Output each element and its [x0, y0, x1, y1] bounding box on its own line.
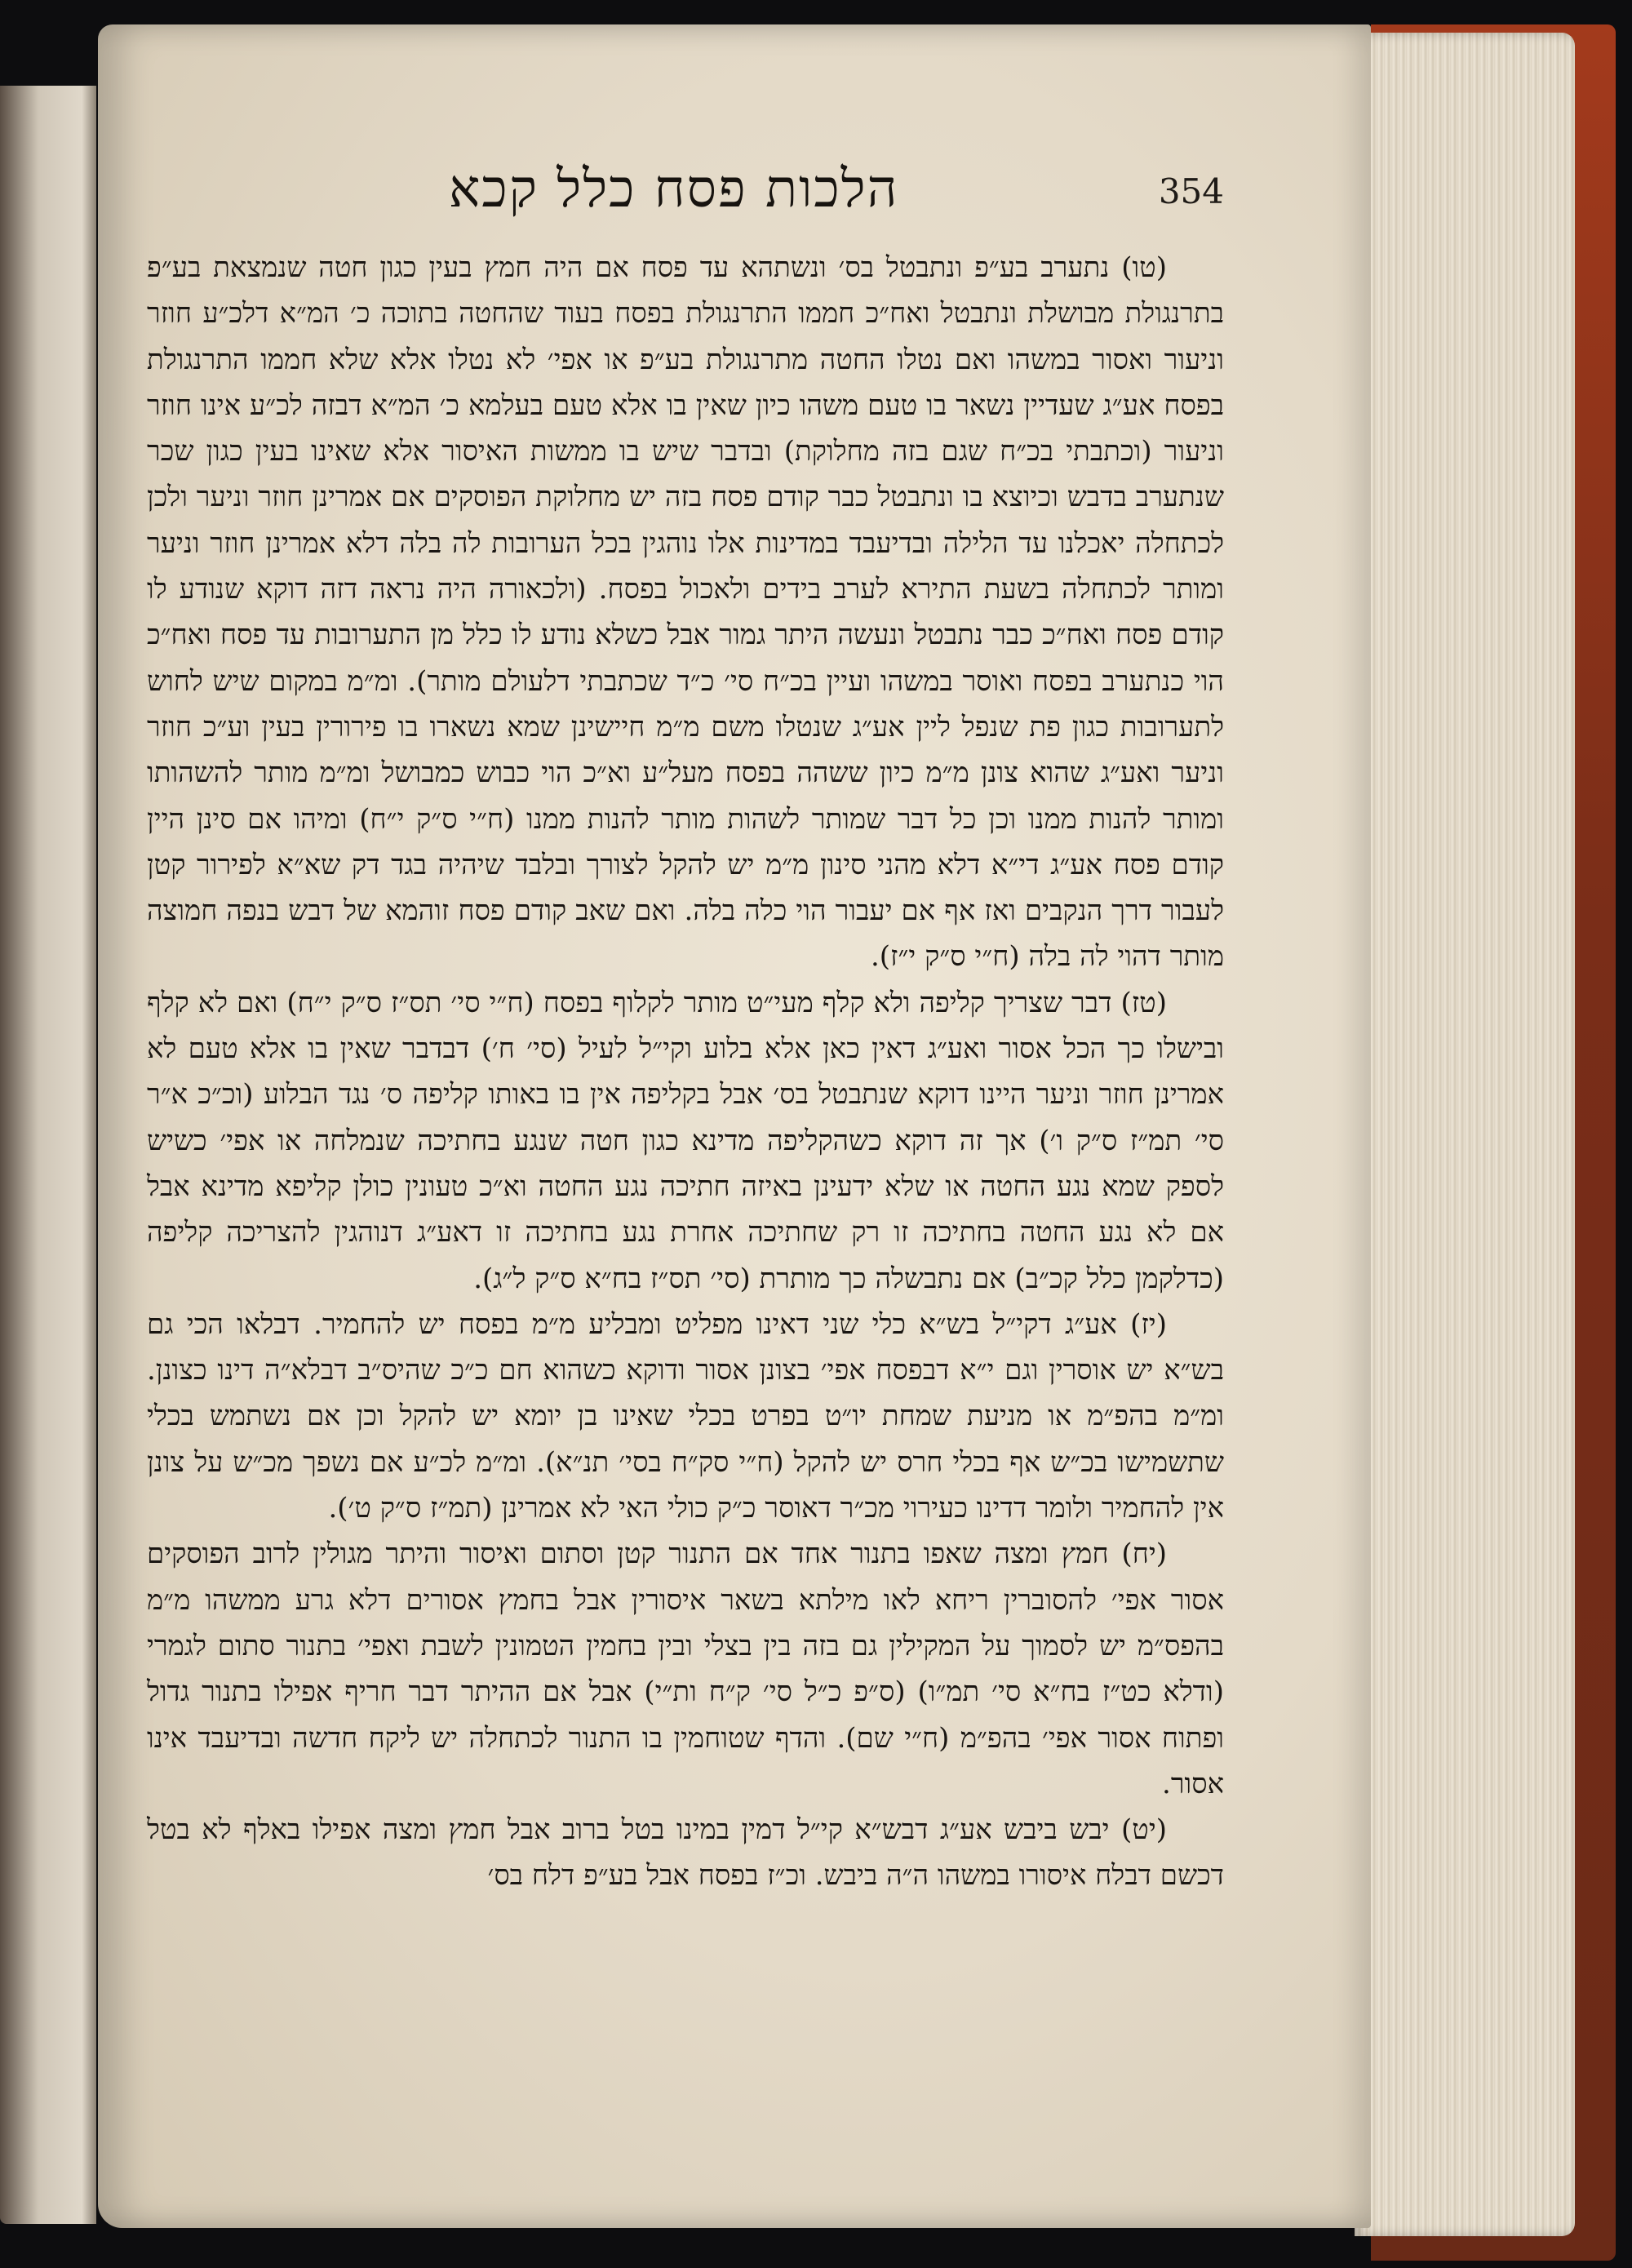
paragraph-19: (יט) יבש ביבש אע״ג דבש״א קי״ל דמין במינו בטל ברוב אבל חמץ ומצה אפילו באלף לא בטל דכשם דבלח איסורו במשהו ה״ה ביבש. וכ״ז בפסח אבל בע״פ דלח בס׳: [147, 1813, 1224, 1893]
running-head: הלכות פסח כלל קכא: [449, 159, 899, 220]
page-header: [359, 147, 1224, 245]
page-edges: [1355, 33, 1575, 2236]
paragraph-15: (טו) נתערב בע״פ ונתבטל בס׳ ונשתהא עד פסח אם היה חמץ בעין כגון חטה שנמצאת בע״פ בתרנגולת מבושלת ונתבטל ואח״כ חממו התרנגולת בפסח בעוד שהחטה בתוכה כ׳ המ״א דלכ״ע חוזר וניעור ואסור במשהו ואם נטלו החטה מתרנגולת בע״פ או אפי׳ לא נטלו אלא שלא חממו התרנגולת בפסח אע״ג שעדיין נשאר בו טעם משהו כיון שאין בו אלא טעם בעלמא כ׳ המ״א דבזה לכ״ע אינו חוזר וניעור (וכתבתי בכ״ח שגם בזה מחלוקת) ובדבר שיש בו ממשות האיסור אלא שאינו בעין כגון שכר שנתערב בדבש וכיוצא בו ונתבטל כבר קודם פסח בזה יש מחלוקת הפוסקים אם אמרינן חוזר וניער ולכן לכתחלה יאכלנו עד הלילה ובדיעבד במדינות אלו נוהגין בכל הערובות לה בלה דלא אמרינן חוזר וניער ומותר לכתחלה בשעת התירא לערב בידים ולאכול בפסח. (ולכאורה היה נראה דזה דוקא שנודע לו קודם פסח ואח״כ כבר נתבטל ונעשה היתר גמור אבל כשלא נודע לו כלל מן התערובות עד פסח ואח״כ הוי כנתערב בפסח ואוסר במשהו ועיין בכ״ח סי׳ כ״ד שכתבתי דלעולם מותר). ומ״מ במקום שיש לחוש לתערובות כגון פת שנפל ליין אע״ג שנטלו משם מ״מ חיישינן שמא נשארו בו פירורין בעין וע״כ חוזר וניער ואע״ג שהוא צונן מ״מ כיון ששהה בפסח מעל״ע וא״כ הוי כבוש כמבושל ומ״מ מותר להשהותו ומותר להנות ממנו וכן כל דבר שמותר לשהות מותר להנות ממנו (ח״י ס״ק י״ח) ומיהו אם סינן היין קודם פסח אע״ג די״א דלא מהני סינון מ״מ יש להקל לצורך ובלבד שיהיה בגד דק שא״א לפירור קטן לעבור דרך הנקבים ואז אף אם יעבור הוי כלה בלה. ואם שאב קודם פסח זוהמא של דבש בנפה חמוצה מותר דהוי לה בלה (ח״י ס״ק י״ז).: [147, 251, 1224, 974]
paragraph-17: (יז) אע״ג דקי״ל בש״א כלי שני דאינו מפליט ומבליע מ״מ בפסח יש להחמיר. דבלאו הכי גם בש״א יש אוסרין וגם י״א דבפסח אפי׳ בצונן אסור ודוקא כשהוא חם כ״כ שהיס״ב דבלא״ה דינו כצונן. ומ״מ בהפ״מ או מניעת שמחת יו״ט בפרט בכלי שאינו בן יומא יש להקל וכן אם נשתמש בכלי שתשמישו בכ״ש אף בכלי חרס יש להקל (ח״י סק״ח בסי׳ תנ״א). ומ״מ לכ״ע אם נשפך מכ״ש על צונן אין להחמיר ולומר דדינו כעירוי מכ״ר דאוסר כ״ק כולי האי לא אמרינן (תמ״ז ס״ק ט׳).: [147, 1307, 1224, 1525]
paragraph-18: (יח) חמץ ומצה שאפו בתנור אחד אם התנור קטן וסתום ואיסור והיתר מגולין לרוב הפוסקים אסור אפי׳ להסוברין ריחא לאו מילתא בשאר איסורין אבל בחמץ אסורים דלא גרע ממשהו מ״מ בהפס״מ יש לסמוך על המקילין גם בזה בין בצלי ובין בחמין הטמונין לשבת ואפי׳ בתנור סתום לגמרי (ודלא כט״ז בח״א סי׳ תמ״ו) (ס״פ כ״ל סי׳ ק״ח ות״י) אבל אם ההיתר דבר חריף אפילו בתנור גדול ופתוח אסור אפי׳ בהפ״מ (ח״י שם). והדף שטוחמין בו התנור לכתחלה יש ליקח חדשה ובדיעבד אינו אסור.: [147, 1538, 1224, 1800]
paragraph-16: (טז) דבר שצריך קליפה ולא קלף מעי״ט מותר לקלוף בפסח (ח״י סי׳ תס״ז ס״ק י״ח) ואם לא קלף ובישלו כך הכל אסור ואע״ג דאין כאן אלא בלוע וקי״ל לעיל (סי׳ ח׳) דבדבר שאין בו אלא טעם לא אמרינן חוזר וניער היינו דוקא שנתבטל בס׳ אבל בקליפה אין בו באותו קליפה ס׳ נגד הבלוע (וכ״כ א״ר סי׳ תמ״ז ס״ק ו׳) אך זה דוקא כשהקליפה מדינא כגון חטה שנגע בחתיכה שנמלחה או אפי׳ כשיש לספק שמא נגע החטה או שלא ידעינן באיזה חתיכה נגע החטה וא״כ טעונין כולן קליפא מדינא אבל אם לא נגע החטה בחתיכה זו רק שחתיכה אחרת נגע בחתיכה זו דאע״ג דנוהגין להצריכה קליפה (כדלקמן כלל קכ״ב) אם נתבשלה כך מותרת (סי׳ תס״ז בח״א ס״ק ל״ג).: [147, 986, 1224, 1295]
facing-page-edge: [0, 86, 96, 2224]
page-body: [147, 245, 1224, 1999]
page-number: 354: [1158, 171, 1224, 211]
